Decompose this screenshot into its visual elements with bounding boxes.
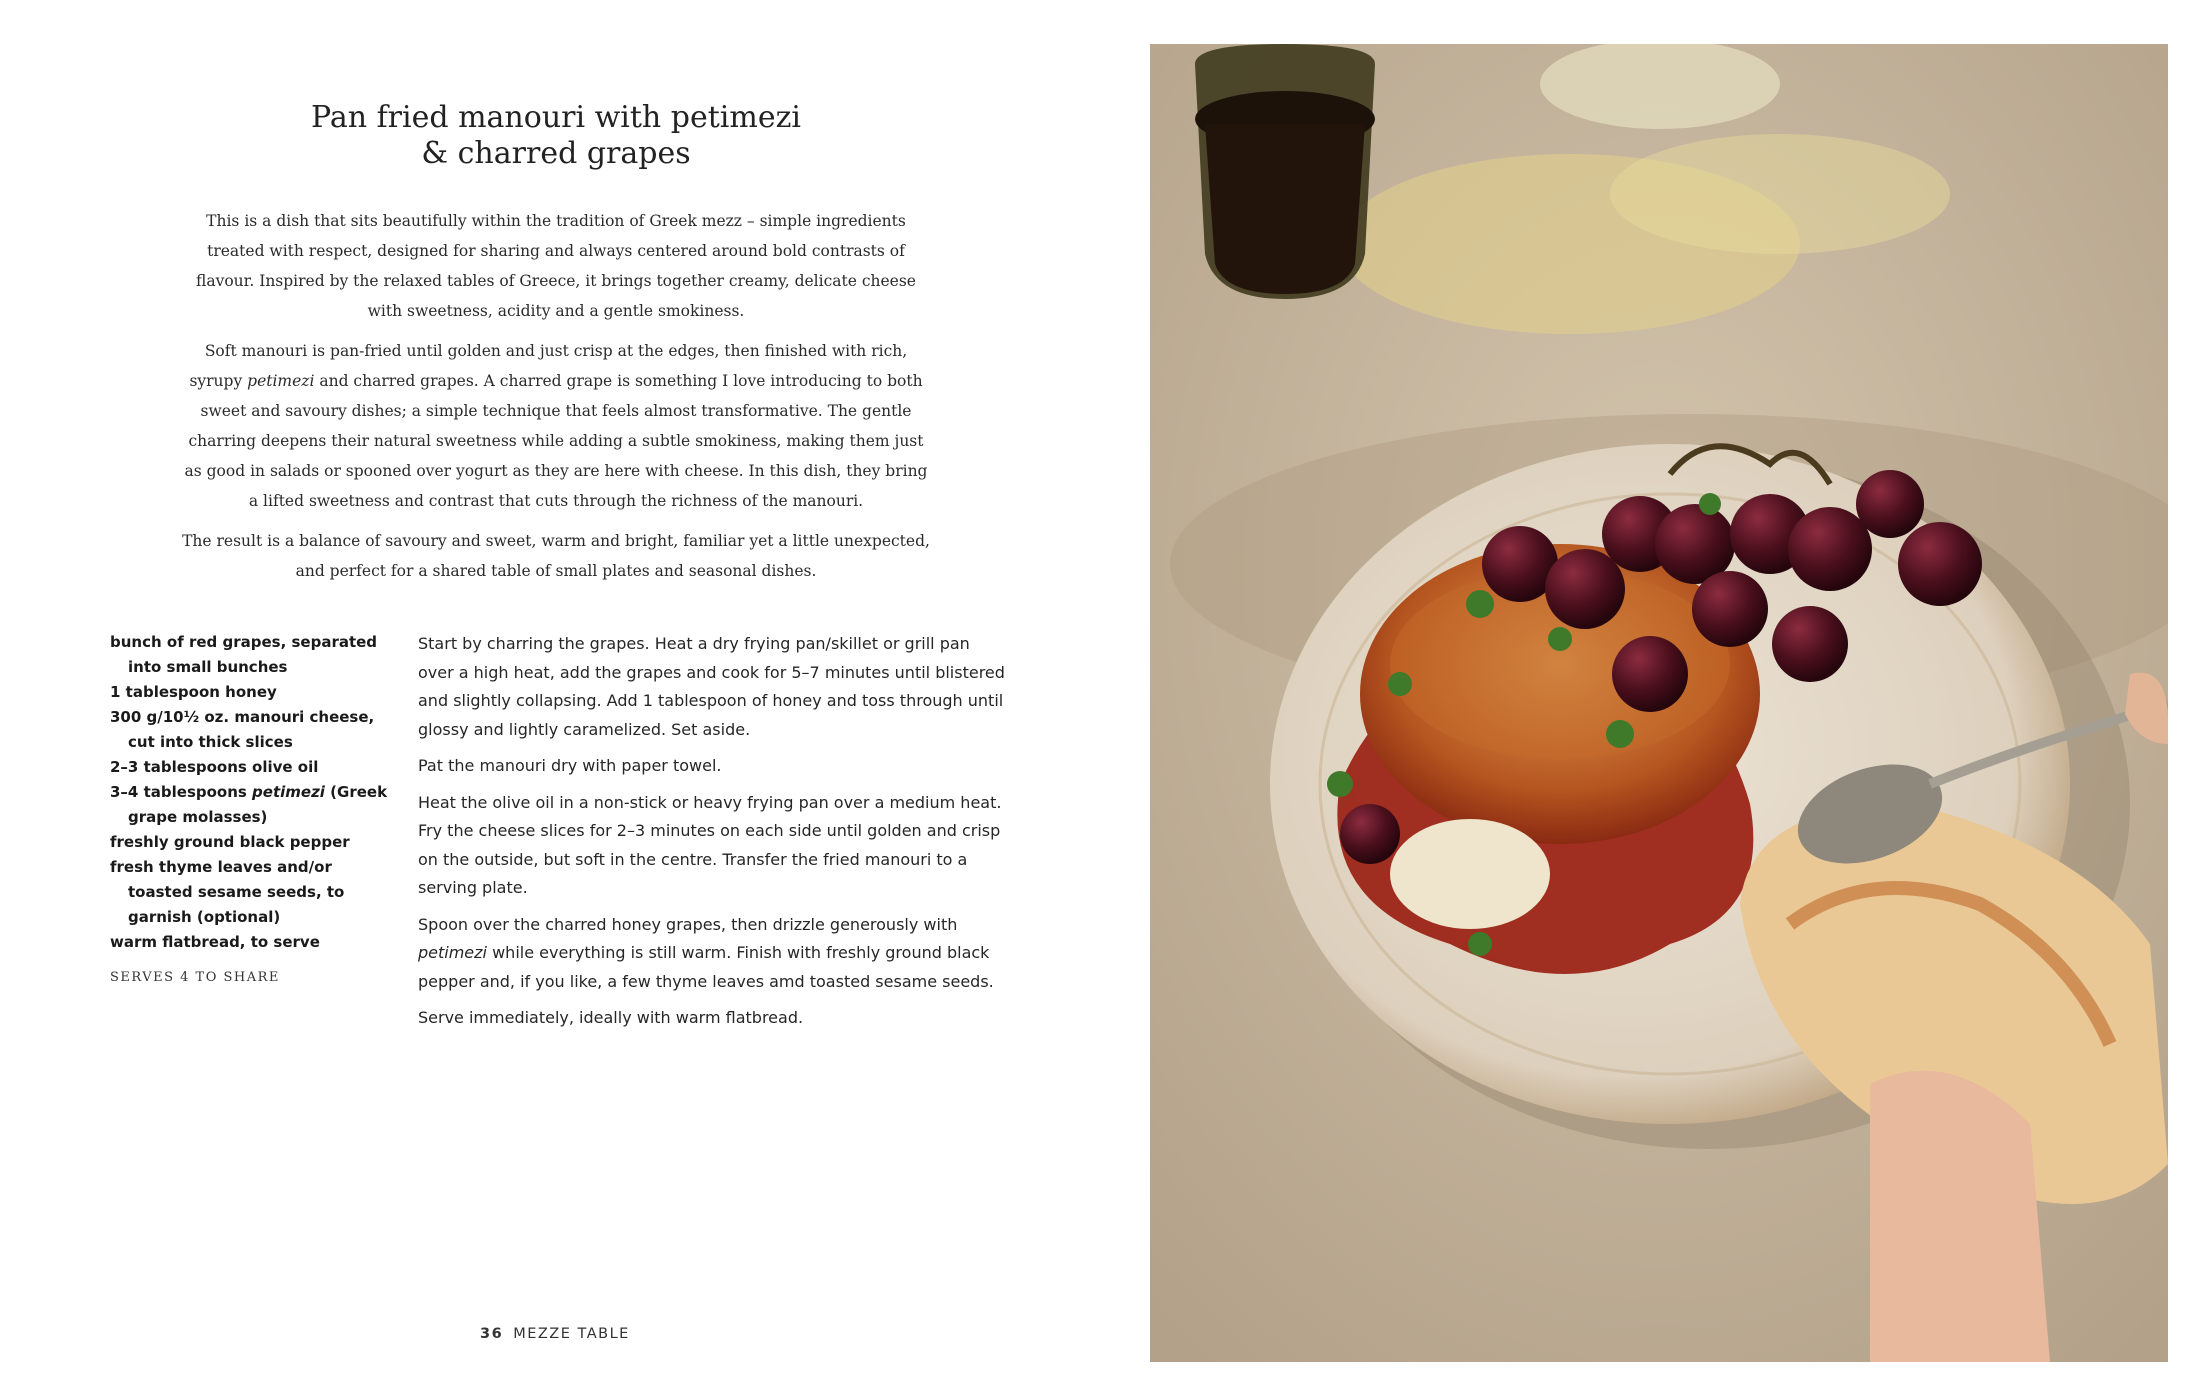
page-number: 36 [480,1326,504,1342]
dish-photo-illustration [1150,44,2168,1362]
light-reflection-2 [1610,134,1950,254]
method-step [418,911,1008,997]
text-run: while everything is still warm. Finish with freshly ground black pepper and, if you like, a few thyme leaves amd toasted sesame seeds. [418,943,994,991]
method-step: Pat the manouri dry with paper towel. [418,756,722,775]
page-footer [480,1326,630,1342]
section-name: MEZZE TABLE [513,1326,630,1342]
text-run: and charred grapes. A charred grape is something I love introducing to both sweet and savoury dishes; a simple technique that feels almost transformative. The gentle charring deepens their natural sweetness while adding a subtle smokiness, making them just as good in salads or spooned over yogurt as they are here with cheese. In this dish, they bring a lifted sweetness and contrast that cuts through the richness of the manouri. [184,372,928,510]
italic-term: petimezi [252,783,325,801]
method-step: Heat the olive oil in a non-stick or heavy frying pan over a medium heat. Fry the cheese slices for 2–3 minutes on each side until golden and crisp on the outside, but soft in the centre. Transfer the fried manouri to a serving plate. [418,792,1002,897]
cheese-piece [1390,819,1550,929]
glass-of-drink [1195,44,1375,299]
serves-label: SERVES 4 TO SHARE [110,970,280,985]
ingredient-item: 2–3 tablespoons olive oil [110,758,319,776]
text-run: 3–4 tablespoons [110,783,253,801]
ingredient-item: freshly ground black pepper [110,833,350,851]
recipe-title-line-2: & charred grapes [421,136,691,171]
dish-photo [1150,44,2168,1362]
ingredient-item: warm flatbread, to serve [110,933,320,951]
ingredient-item: 300 g/10½ oz. manouri cheese, cut into thick slices [110,708,375,751]
ingredient-item [110,780,390,830]
recipe-title-line-1: Pan fried manouri with petimezi [310,100,802,135]
method-steps [418,630,1008,1041]
italic-term: petimezi [247,372,315,390]
text-run: Spoon over the charred honey grapes, then drizzle generously with [418,914,958,934]
recipe-introduction [182,206,930,596]
text-run: (Greek grape molasses) [128,783,388,826]
recipe-title [0,100,1112,172]
ingredient-list [110,630,390,955]
ingredient-item: bunch of red grapes, separated into small bunches [110,633,378,676]
ingredient-item: fresh thyme leaves and/or toasted sesame seeds, to garnish (optional) [110,858,345,926]
intro-paragraph: The result is a balance of savoury and sweet, warm and bright, familiar yet a little unexpected, and perfect for a shared table of small plates and seasonal dishes. [182,532,930,580]
intro-paragraph: This is a dish that sits beautifully within the tradition of Greek mezz – simple ingredients treated with respect, designed for sharing and always centered around bold contrasts of flavour. Inspired by the relaxed tables of Greece, it brings together creamy, delicate cheese with sweetness, acidity and a gentle smokiness. [195,212,916,320]
italic-term: petimezi [418,943,487,962]
method-step: Serve immediately, ideally with warm flatbread. [418,1008,804,1027]
text-run: Soft manouri is pan-fried until golden and just crisp at the edges, then finished with rich, syrupy [189,342,908,390]
intro-paragraph [182,336,930,516]
ingredient-item: 1 tablespoon honey [110,683,277,701]
method-step: Start by charring the grapes. Heat a dry frying pan/skillet or grill pan over a high heat, add the grapes and cook for 5–7 minutes until blistered and slightly collapsing. Add 1 tablespoon of honey and toss through until glossy and lightly caramelized. Set aside. [418,634,1005,739]
